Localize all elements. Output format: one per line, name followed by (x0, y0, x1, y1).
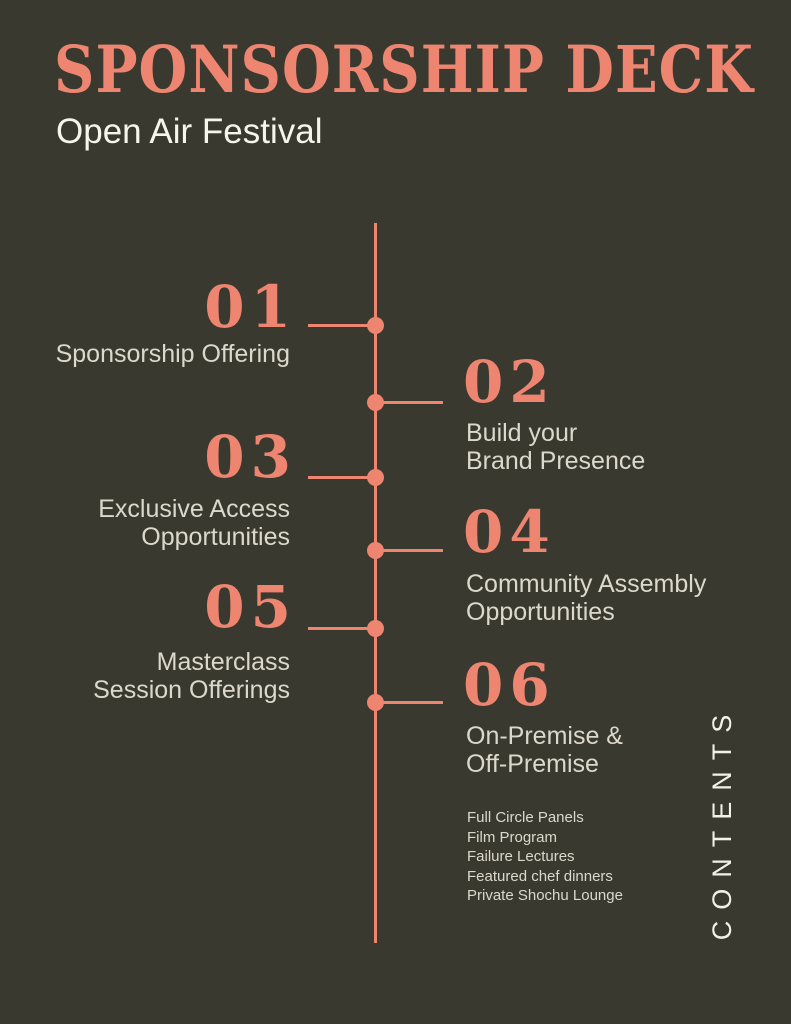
section-06-sublist (467, 808, 623, 906)
sublist-item: Private Shochu Lounge (467, 887, 623, 904)
toc-label-line: Session Offerings (93, 676, 290, 704)
toc-label-line: Community Assembly (466, 570, 707, 598)
page-title: SPONSORSHIP DECK (54, 32, 754, 109)
sublist-item: Film Program (467, 828, 558, 846)
toc-label-05 (93, 648, 290, 704)
toc-label-04 (466, 570, 706, 626)
timeline-node-03 (367, 469, 384, 486)
toc-label-line: Opportunities (466, 598, 615, 626)
timeline-connector-03 (308, 476, 376, 479)
toc-label-06 (466, 722, 623, 778)
sublist-item: Full Circle Panels (467, 809, 584, 826)
timeline-connector-06 (375, 701, 443, 704)
toc-label-line: Exclusive Access (98, 495, 290, 523)
toc-label-03 (98, 495, 290, 551)
timeline-node-05 (367, 620, 384, 637)
toc-label-line: On-Premise & (466, 722, 623, 750)
timeline-node-04 (367, 542, 384, 559)
toc-number-02: 02 (463, 348, 556, 416)
timeline-node-06 (367, 694, 384, 711)
toc-label-line: Opportunities (141, 523, 290, 551)
toc-number-06: 06 (463, 651, 556, 719)
toc-number-03: 03 (204, 423, 297, 491)
page-subtitle: Open Air Festival (56, 112, 323, 151)
toc-label-01 (56, 340, 290, 368)
toc-number-05: 05 (204, 573, 297, 641)
sublist-item: Failure Lectures (467, 848, 575, 865)
toc-label-line: Sponsorship Offering (55, 340, 290, 368)
toc-label-line: Masterclass (156, 648, 290, 676)
toc-label-02 (466, 419, 645, 475)
toc-number-04: 04 (463, 498, 556, 566)
timeline-connector-04 (375, 549, 443, 552)
timeline-connector-01 (308, 324, 376, 327)
timeline-node-02 (367, 394, 384, 411)
toc-label-line: Build your (466, 419, 578, 447)
sublist-item: Featured chef dinners (467, 867, 613, 885)
toc-label-line: Brand Presence (466, 447, 646, 475)
timeline-node-01 (367, 317, 384, 334)
contents-vertical-label: CONTENTS (707, 703, 737, 941)
toc-label-line: Off-Premise (466, 750, 599, 778)
timeline-connector-05 (308, 627, 376, 630)
toc-number-01: 01 (204, 273, 297, 341)
timeline-connector-02 (375, 401, 443, 404)
